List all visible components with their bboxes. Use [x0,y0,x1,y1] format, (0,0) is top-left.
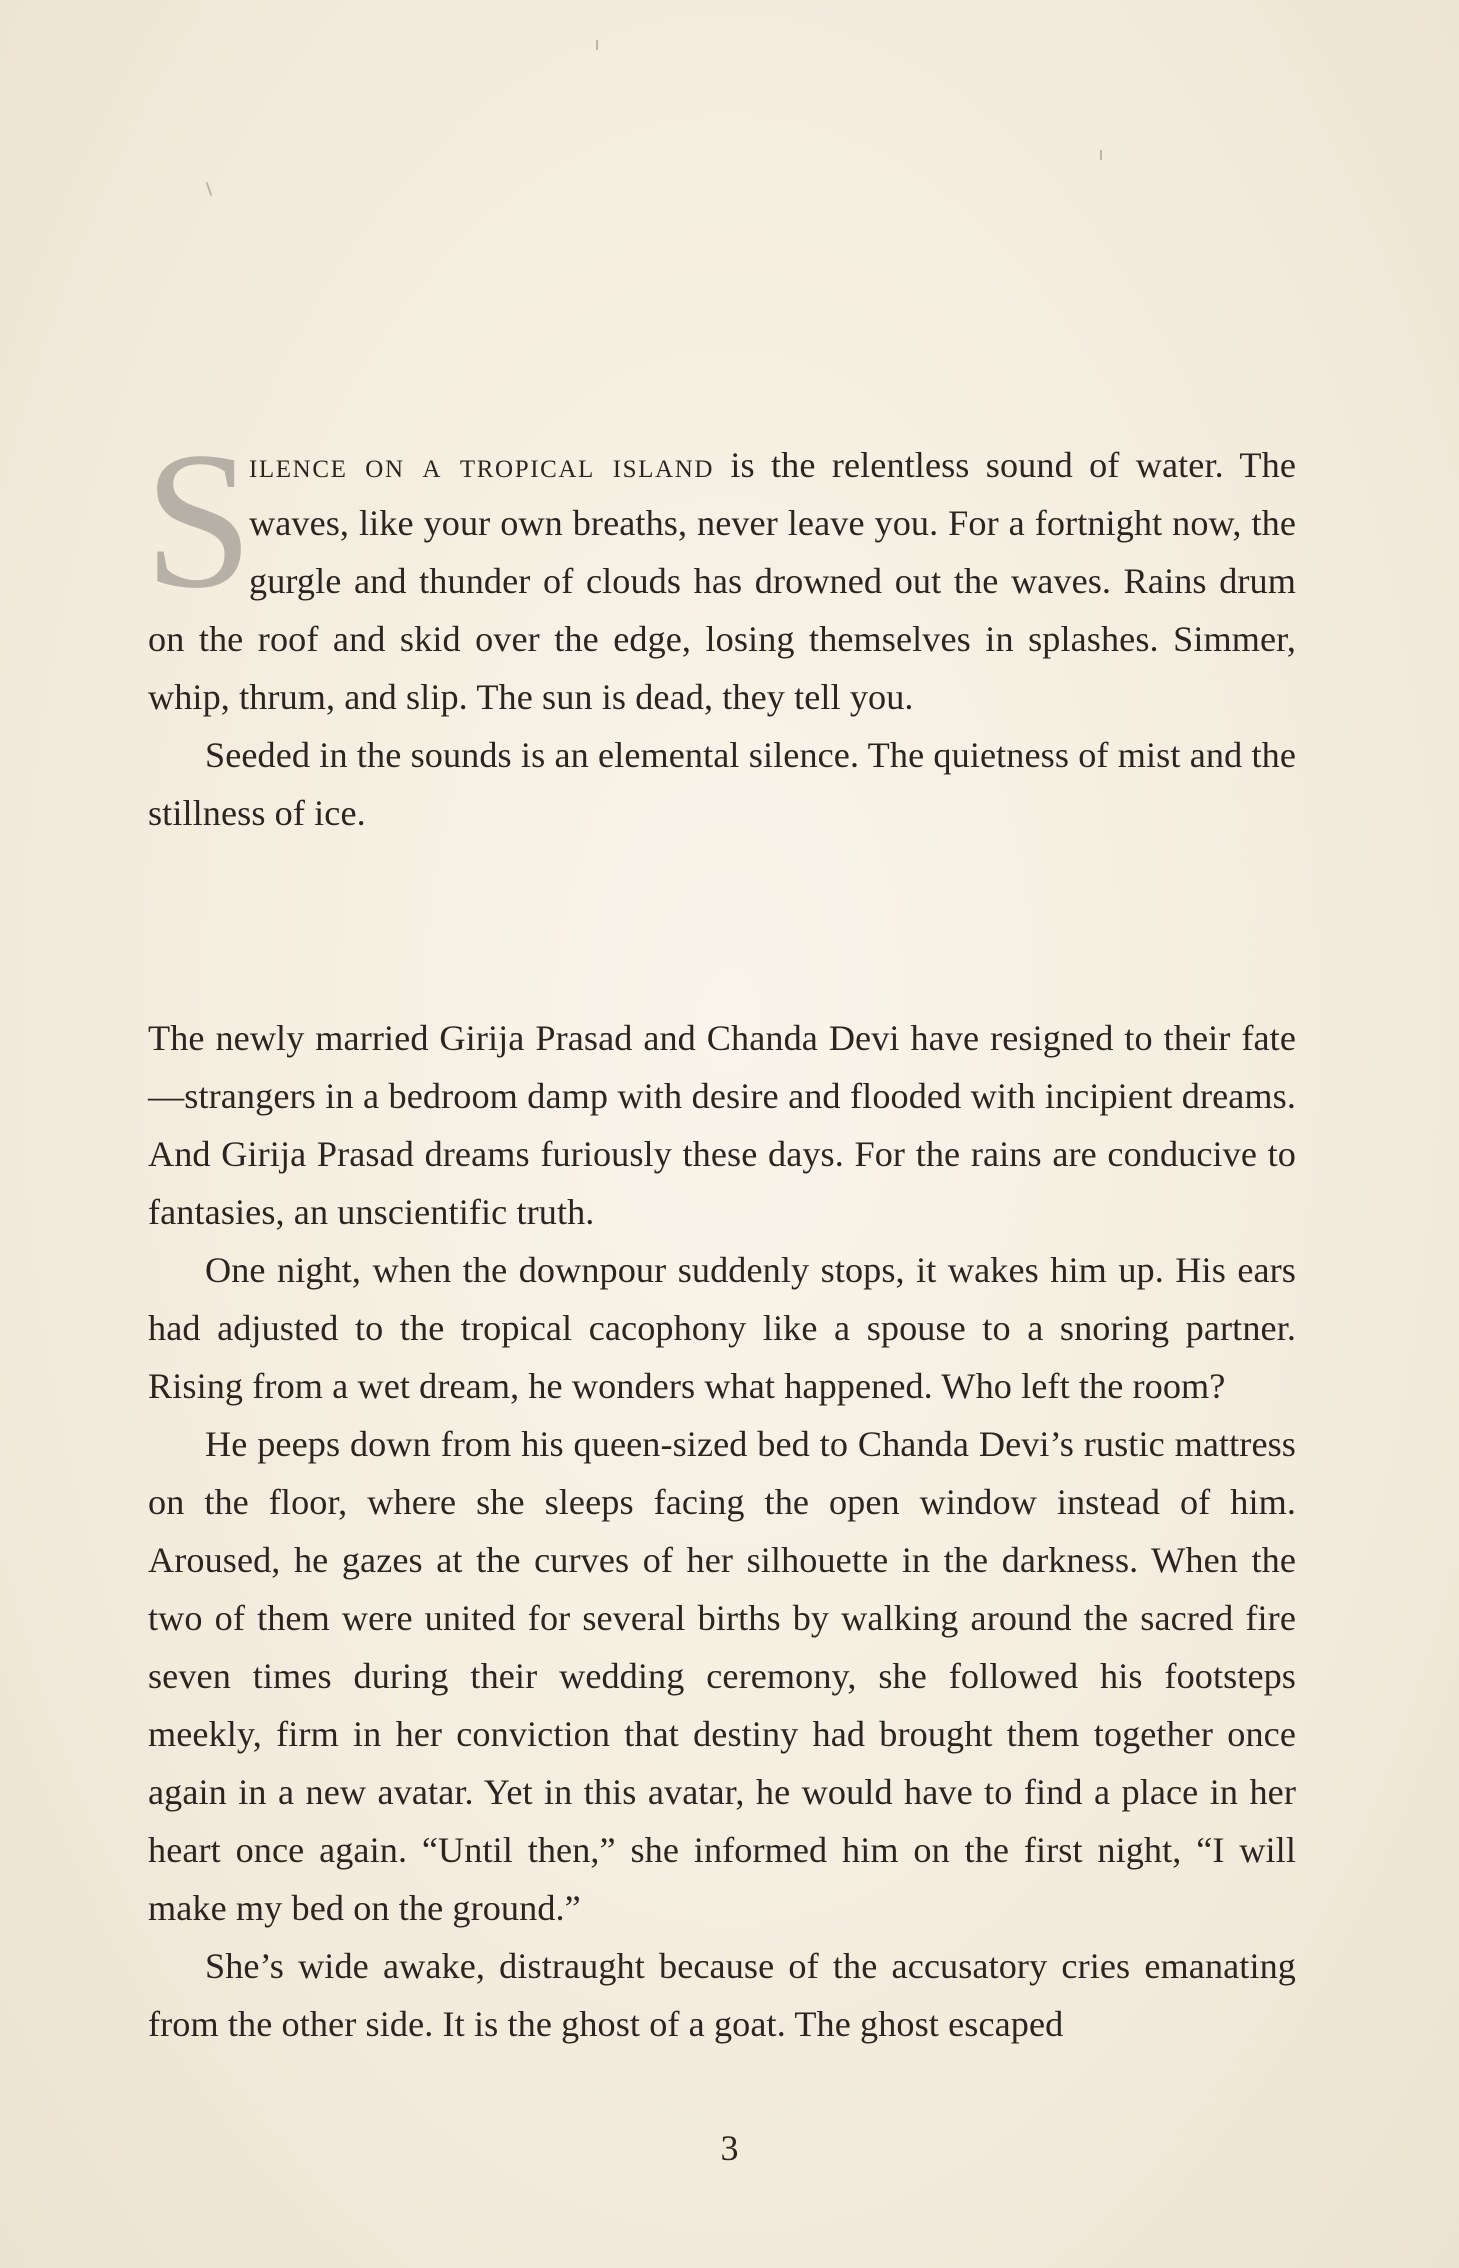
newly-married-paragraph: The newly married Girija Prasad and Chanda Devi have resigned to their fate—strangers in a bedroom damp with desire and flooded with incipient dreams. And Girija Prasad dreams furiously these days. For the rains are conducive to fantasies, an unscientific truth. [148,1018,1296,1232]
opening-paragraph-text: is the relentless sound of water. The waves, like your own breaths, never leave you. For a fortnight now, the gurgle and thunder of clouds has drowned out the waves. Rains drum on the roof and skid over the edge, losing themselves in splashes. Simmer, whip, thrum, and slip. The sun is dead, they tell you. [148,445,1296,717]
paper-speck [596,40,598,50]
lead-in-smallcaps: ilence on a tropical island [249,445,715,485]
paper-speck [206,182,213,196]
downpour-paragraph: One night, when the downpour suddenly stops, it wakes him up. His ears had adjusted to the tropical cacophony like a spouse to a snoring partner. Rising from a wet dream, he wonders what happened. Who left the room? [148,1250,1296,1406]
drop-cap-letter: S [144,412,254,629]
ghost-goat-paragraph: She’s wide awake, distraught because of the accusatory cries emanating from the other side. It is the ghost of a goat. The ghost escaped [148,1946,1296,2044]
opening-paragraph [144,412,1296,726]
paper-speck [1100,150,1102,160]
page-number: 3 [720,2128,739,2168]
queen-bed-paragraph: He peeps down from his queen-sized bed to Chanda Devi’s rustic mattress on the floor, where she sleeps facing the open window instead of him. Aroused, he gazes at the curves of her silhouette in the darkness. When the two of them were united for several births by walking around the sacred fire seven times during their wedding ceremony, she followed his footsteps meekly, firm in her conviction that destiny had brought them together once again in a new avatar. Yet in this avatar, he would have to find a place in her heart once again. “Until then,” she informed him on the first night, “I will make my bed on the ground.” [148,1424,1296,1928]
silence-paragraph: Seeded in the sounds is an elemental silence. The quietness of mist and the stillness of ice. [148,735,1296,833]
section-opening [144,412,1296,842]
section-main [148,1009,1296,2053]
